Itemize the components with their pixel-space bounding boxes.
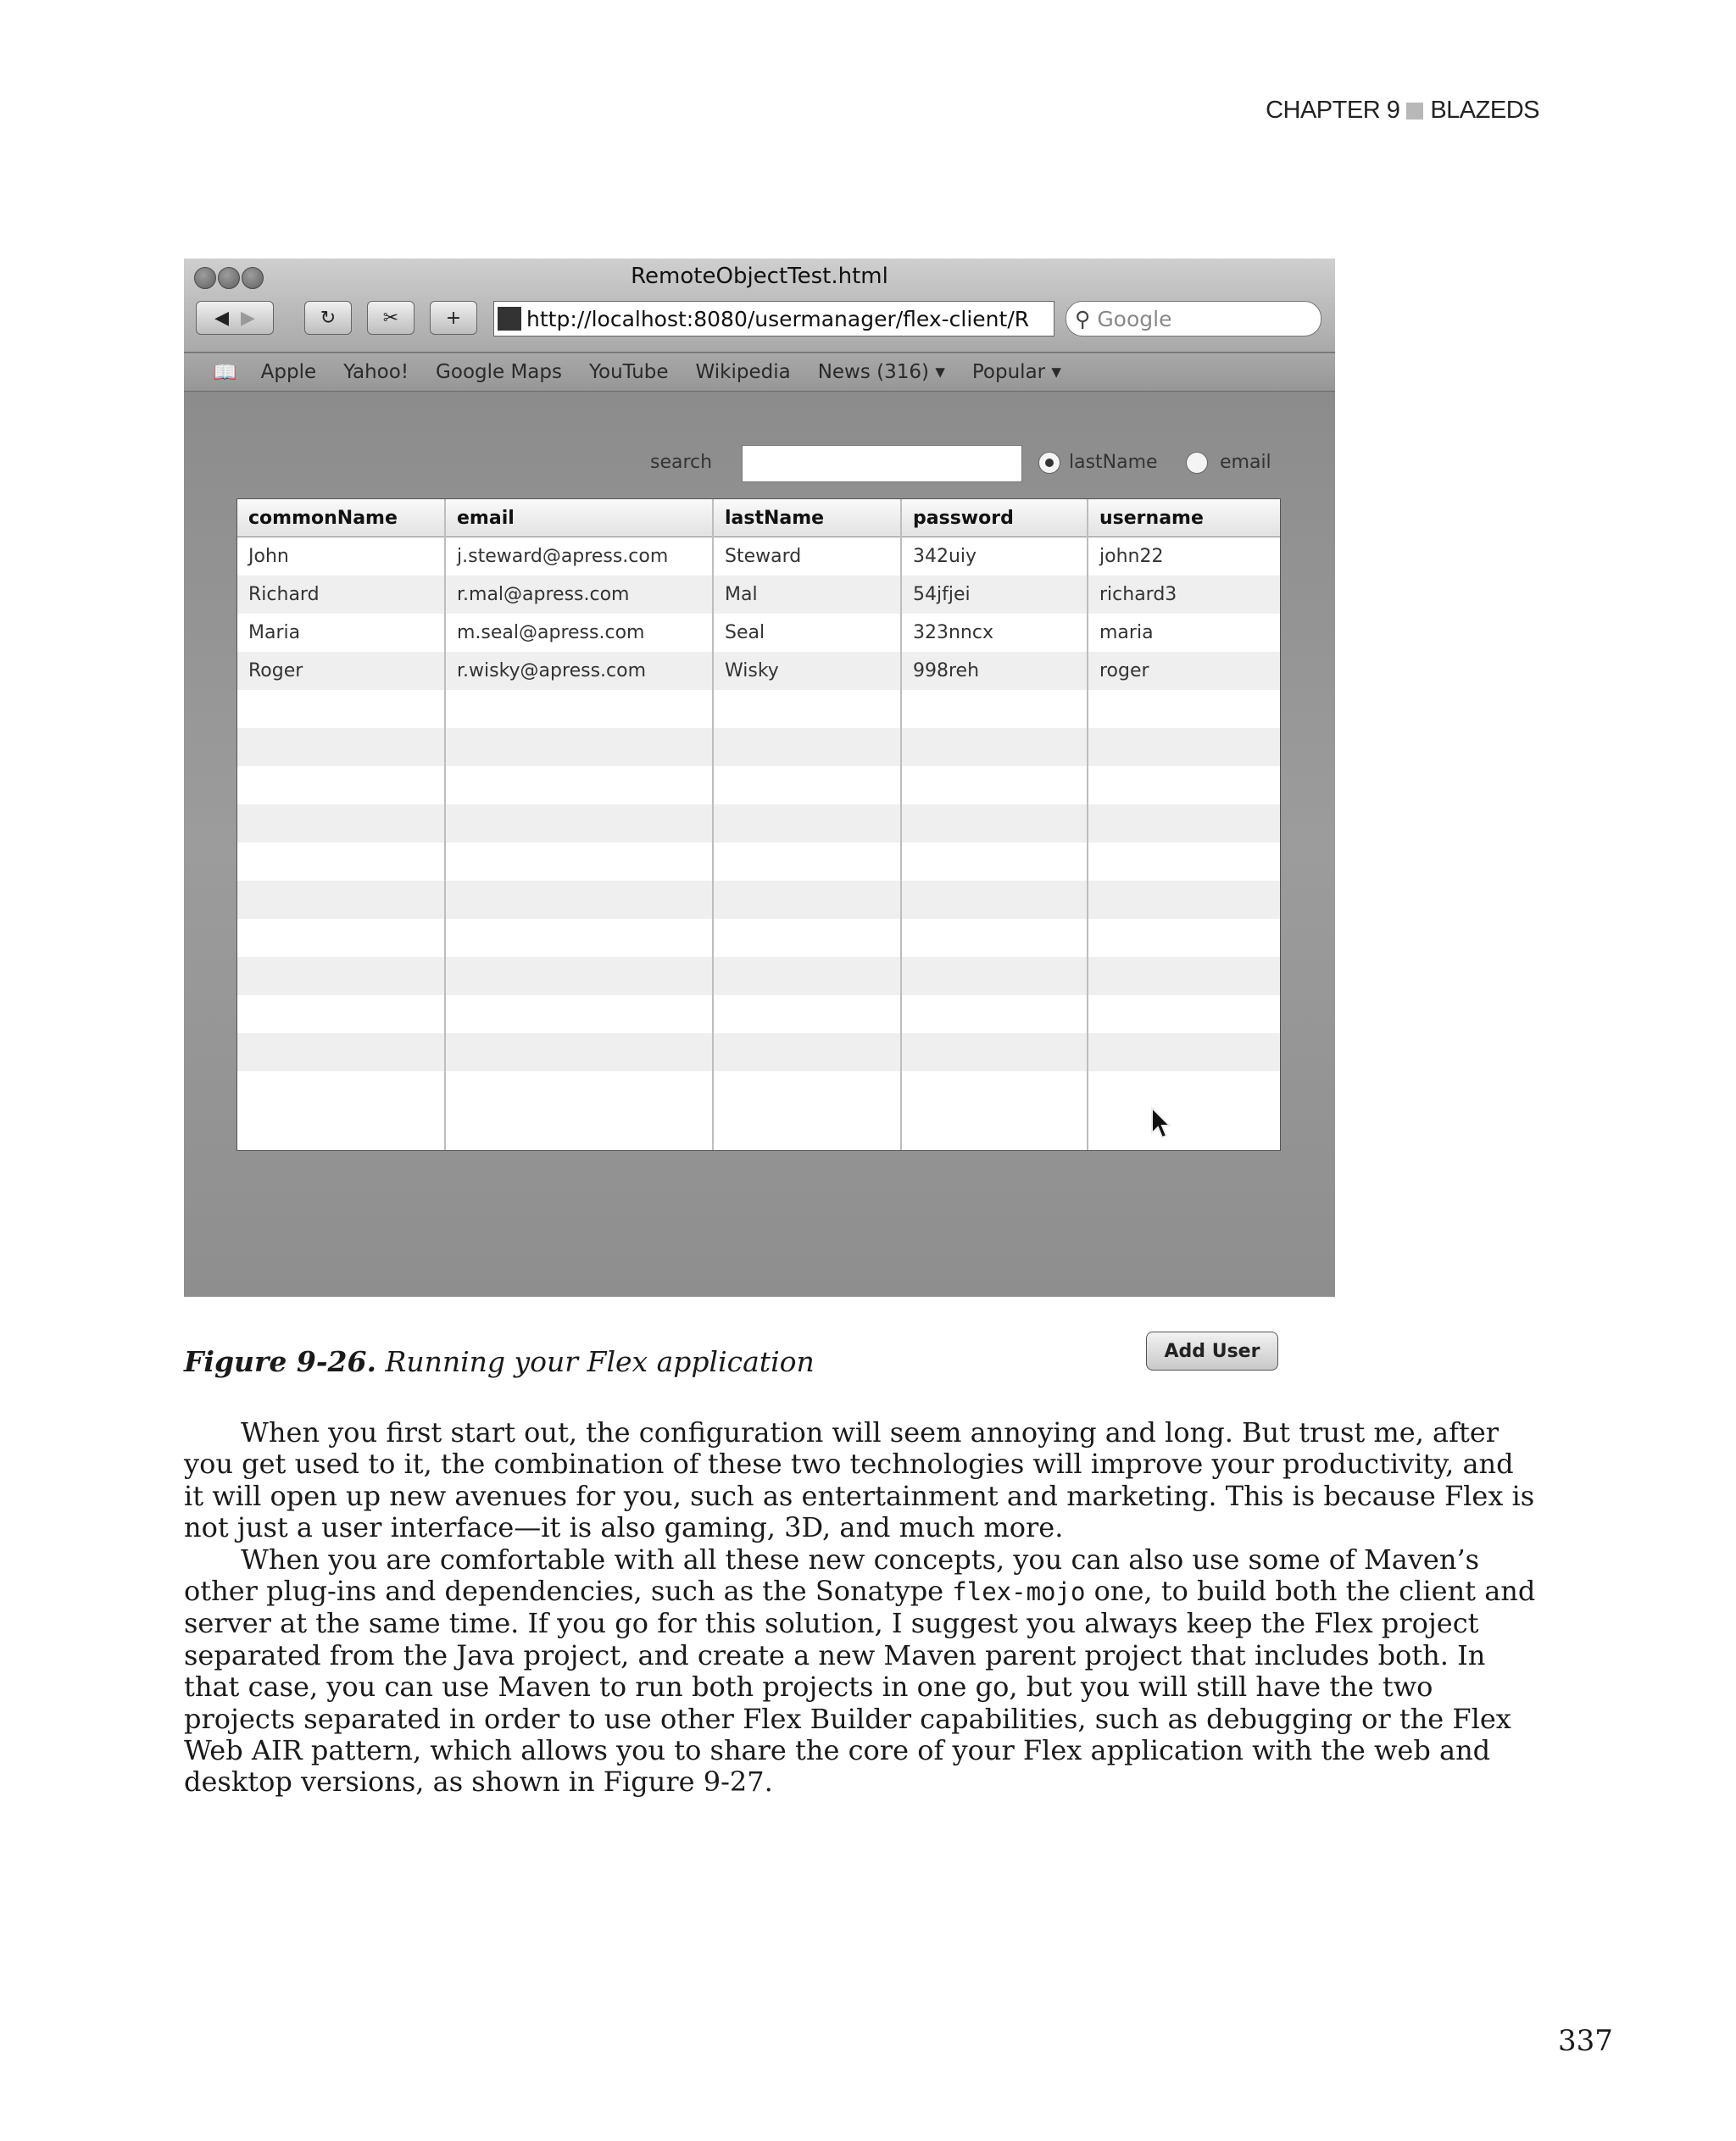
bookmarks-book-icon[interactable]: 📖 (213, 361, 237, 384)
cell-commonname[interactable]: Maria (248, 622, 301, 643)
cell-lastname[interactable]: Wisky (725, 660, 779, 681)
cell-password[interactable]: 54jfjei (913, 584, 971, 605)
paragraph-2 (184, 1544, 1540, 1799)
cell-email[interactable]: j.steward@apress.com (457, 546, 669, 567)
bookmark-google-maps[interactable]: Google Maps (436, 361, 562, 383)
browser-search-placeholder: Google (1097, 306, 1172, 331)
chapter-label: CHAPTER 9 (1266, 97, 1400, 124)
browser-search-field[interactable] (1066, 301, 1321, 336)
bookmark-apple[interactable]: Apple (260, 361, 317, 383)
forward-arrow-icon[interactable]: ▶ (241, 307, 255, 329)
reload-icon: ↻ (320, 307, 337, 329)
radio-lastname[interactable] (1038, 452, 1060, 474)
url-text: http://localhost:8080/usermanager/flex-client/R (526, 306, 1030, 331)
page-number: 337 (1558, 2024, 1613, 2058)
row-stripe (237, 804, 1280, 842)
address-bar[interactable] (493, 301, 1054, 336)
column-header-commonname[interactable]: commonName (248, 508, 398, 529)
cell-commonname[interactable]: John (248, 546, 289, 567)
scissors-icon: ✂ (382, 307, 399, 329)
cell-commonname[interactable]: Roger (248, 660, 303, 681)
paragraph-2-end: one, to build both the client and server at the same time. If you go for this solution, I suggest you always keep the Flex project separated from the Java project, and create a new Maven parent project that includes both. In that case, you can use Maven to run both projects in one go, but you will still have the two projects separated in order to use other Flex Builder capabilities, such as debugging or the Flex Web AIR pattern, which allows you to share the core of your Flex application with the web and desktop versions, as shown in Figure 9-27. (184, 1575, 1536, 1799)
section-label: BLAZEDS (1430, 97, 1539, 124)
cell-password[interactable]: 342uiy (913, 546, 977, 567)
figure-caption (184, 1345, 815, 1378)
mouse-pointer-icon (1150, 1106, 1172, 1140)
bookmark-news[interactable]: News (316) ▾ (817, 361, 945, 383)
column-divider[interactable] (712, 499, 714, 1150)
snapback-button[interactable] (367, 301, 415, 335)
radio-email[interactable] (1186, 452, 1208, 474)
cell-lastname[interactable]: Seal (725, 622, 765, 643)
row-stripe (237, 728, 1280, 766)
bookmarks-bar (184, 353, 1335, 392)
add-user-button[interactable]: Add User (1146, 1332, 1278, 1371)
bookmark-youtube[interactable]: YouTube (589, 361, 669, 383)
bookmark-yahoo[interactable]: Yahoo! (343, 361, 409, 383)
cell-password[interactable]: 323nncx (913, 622, 993, 643)
cell-commonname[interactable]: Richard (248, 584, 320, 605)
paragraph-2-start: When you are comfortable with all these new concepts, you can also use some of Maven’s other plug-ins and dependencies, such as the Sonatype (184, 1543, 1480, 1608)
reload-button[interactable] (304, 301, 352, 335)
row-stripe (237, 1033, 1280, 1071)
back-arrow-icon[interactable]: ◀ (214, 307, 229, 329)
figure-title: Running your Flex application (385, 1345, 815, 1378)
cell-lastname[interactable]: Mal (725, 584, 758, 605)
paragraph-1: When you first start out, the configuration will seem annoying and long. But trust me, after you get used to it, the combination of these two technologies will improve your productivity, and it will open up new avenues for you, such as entertainment and marketing. This is because Flex is not just a user interface—it is also gaming, 3D, and much more. (184, 1416, 1535, 1544)
cell-email[interactable]: r.mal@apress.com (457, 584, 630, 605)
body-text (184, 1417, 1540, 1799)
cell-password[interactable]: 998reh (913, 660, 980, 681)
column-divider[interactable] (900, 499, 902, 1150)
figure-label: Figure 9-26. (184, 1345, 376, 1378)
bookmark-wikipedia[interactable]: Wikipedia (695, 361, 791, 383)
separator-square-icon (1406, 103, 1423, 120)
radio-email-label: email (1220, 452, 1271, 473)
flash-favicon-icon (498, 307, 521, 331)
row-stripe (237, 957, 1280, 995)
users-datagrid[interactable] (236, 498, 1281, 1151)
back-forward-buttons[interactable] (196, 301, 274, 335)
cell-lastname[interactable]: Steward (725, 546, 802, 567)
search-input[interactable] (742, 445, 1022, 482)
running-head (1266, 97, 1539, 125)
cell-username[interactable]: john22 (1099, 546, 1164, 567)
column-header-lastname[interactable]: lastName (725, 508, 825, 529)
column-header-email[interactable]: email (457, 508, 515, 529)
column-divider[interactable] (1087, 499, 1088, 1150)
column-header-username[interactable]: username (1099, 508, 1204, 529)
cell-email[interactable]: m.seal@apress.com (457, 622, 645, 643)
cell-email[interactable]: r.wisky@apress.com (457, 660, 647, 681)
window-title: RemoteObjectTest.html (631, 264, 888, 289)
browser-titlebar (184, 259, 1335, 353)
row-stripe (237, 881, 1280, 919)
cell-username[interactable]: maria (1099, 622, 1154, 643)
inline-code: flex-mojo (952, 1577, 1086, 1607)
bookmark-popular[interactable]: Popular ▾ (971, 361, 1061, 383)
cell-username[interactable]: roger (1099, 660, 1149, 681)
add-bookmark-button[interactable] (430, 301, 477, 335)
cell-username[interactable]: richard3 (1099, 584, 1177, 605)
search-label: search (650, 452, 713, 473)
magnifier-icon: ⚲ (1075, 306, 1091, 331)
radio-lastname-label: lastName (1069, 452, 1158, 473)
plus-icon: + (445, 307, 462, 329)
column-divider[interactable] (444, 499, 446, 1150)
column-header-password[interactable]: password (913, 508, 1014, 529)
